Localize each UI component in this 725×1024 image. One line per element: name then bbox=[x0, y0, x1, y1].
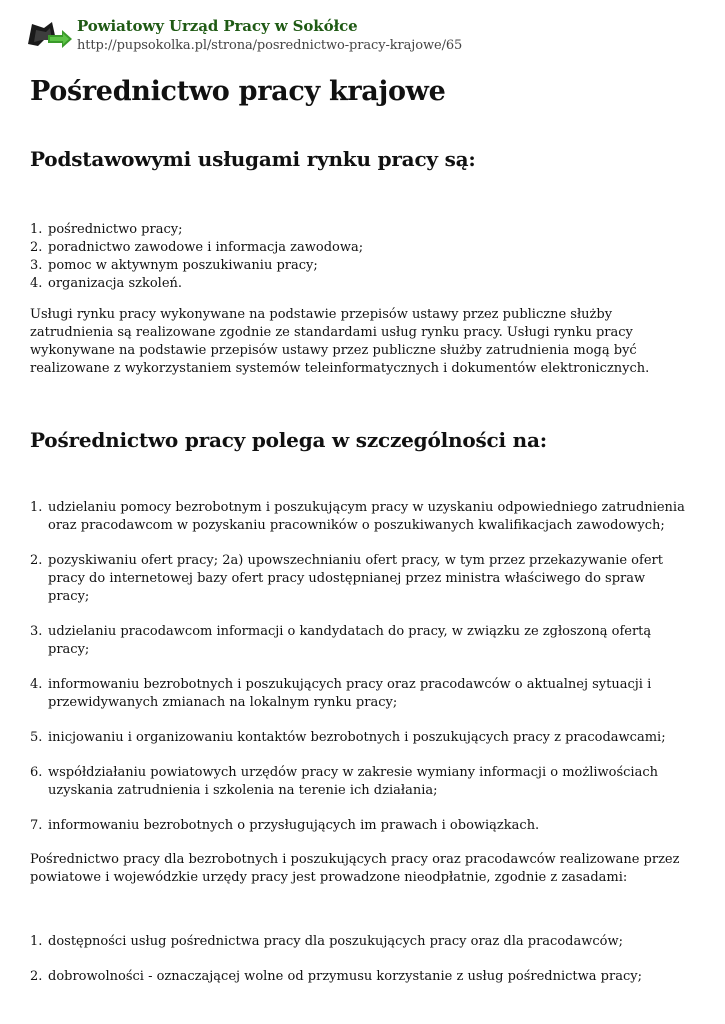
list-item-text: współdziałaniu powiatowych urzędów pracy w zakresie wymiany informacji o możliwościach uzyskania zatrudnienia i szkolenia na terenie ich działania; bbox=[48, 765, 658, 798]
list-item-text: dostępności usług pośrednictwa pracy dla poszukujących pracy oraz dla pracodawców; bbox=[48, 934, 623, 949]
list-item-number: 2. bbox=[30, 240, 43, 255]
list-item bbox=[30, 968, 690, 986]
site-url[interactable]: http://pupsokolka.pl/strona/posrednictwo-pracy-krajowe/65 bbox=[77, 38, 463, 53]
list-item-text: pomoc w aktywnym poszukiwaniu pracy; bbox=[48, 258, 318, 273]
list-item-number: 2. bbox=[30, 969, 43, 984]
list-item-number: 3. bbox=[30, 258, 43, 273]
list-item bbox=[30, 817, 690, 835]
list-item-number: 5. bbox=[30, 730, 43, 745]
list-item-number: 2. bbox=[30, 553, 43, 568]
list-item bbox=[30, 275, 690, 293]
list-item-text: udzielaniu pracodawcom informacji o kandydatach do pracy, w związku ze zgłoszoną ofertą pracy; bbox=[48, 624, 652, 657]
list-item bbox=[30, 623, 690, 659]
services-description-paragraph: Usługi rynku pracy wykonywane na podstawie przepisów ustawy przez publiczne służby zatrudnienia są realizowane zgodnie ze standardami usług rynku pracy. Usługi rynku pracy wykonywane na podstawie przepisów ustawy przez publiczne służby zatrudnienia mogą być realizowane z wykorzystaniem systemów teleinformatycznych i dokumentów elektronicznych. bbox=[30, 307, 650, 376]
list-item-number: 6. bbox=[30, 765, 43, 780]
page-title: Pośrednictwo pracy krajowe bbox=[30, 76, 446, 107]
list-item bbox=[30, 933, 690, 951]
basic-services-list bbox=[30, 221, 690, 293]
list-item-text: informowaniu bezrobotnych i poszukujących pracy oraz pracodawców o aktualnej sytuacji i przewidywanych zmianach na lokalnym rynku pracy; bbox=[48, 677, 652, 710]
section-heading-basic-services: Podstawowymi usługami rynku pracy są: bbox=[30, 147, 476, 171]
list-item bbox=[30, 676, 690, 712]
list-item-text: organizacja szkoleń. bbox=[48, 276, 183, 291]
site-header bbox=[26, 16, 706, 56]
list-item bbox=[30, 499, 690, 535]
list-item bbox=[30, 764, 690, 800]
placement-principles-list bbox=[30, 933, 690, 1003]
list-item-text: dobrowolności - oznaczającej wolne od przymusu korzystanie z usług pośrednictwa pracy; bbox=[48, 969, 642, 984]
list-item-text: informowaniu bezrobotnych o przysługujących im prawach i obowiązkach. bbox=[48, 818, 540, 833]
list-item bbox=[30, 221, 690, 239]
list-item-text: pośrednictwo pracy; bbox=[48, 222, 183, 237]
job-placement-list bbox=[30, 499, 690, 852]
list-item-text: udzielaniu pomocy bezrobotnym i poszukującym pracy w uzyskaniu odpowiedniego zatrudnienia oraz pracodawcom w pozyskaniu pracowników o poszukiwanych kwalifikacjach zawodowych; bbox=[48, 500, 685, 533]
list-item-number: 3. bbox=[30, 624, 43, 639]
section-heading-job-placement: Pośrednictwo pracy polega w szczególności na: bbox=[30, 428, 547, 452]
list-item-number: 4. bbox=[30, 276, 43, 291]
list-item-number: 1. bbox=[30, 222, 43, 237]
list-item-number: 1. bbox=[30, 934, 43, 949]
list-item-number: 4. bbox=[30, 677, 43, 692]
site-title[interactable]: Powiatowy Urząd Pracy w Sokółce bbox=[77, 17, 358, 35]
free-placement-paragraph: Pośrednictwo pracy dla bezrobotnych i poszukujących pracy oraz pracodawców realizowane przez powiatowe i wojewódzkie urzędy pracy jest prowadzone nieodpłatnie, zgodnie z zasadami: bbox=[30, 852, 680, 885]
list-item bbox=[30, 552, 690, 606]
list-item bbox=[30, 729, 690, 747]
list-item-text: poradnictwo zawodowe i informacja zawodowa; bbox=[48, 240, 364, 255]
flag-arrow-logo-icon[interactable] bbox=[26, 18, 74, 50]
list-item bbox=[30, 239, 690, 257]
list-item-text: pozyskiwaniu ofert pracy; 2a) upowszechnianiu ofert pracy, w tym przez przekazywanie ofert pracy do internetowej bazy ofert pracy udostępnianej przez ministra właściwego do spraw pracy; bbox=[48, 553, 663, 604]
list-item bbox=[30, 257, 690, 275]
list-item-number: 7. bbox=[30, 818, 43, 833]
list-item-text: inicjowaniu i organizowaniu kontaktów bezrobotnych i poszukujących pracy z pracodawcami; bbox=[48, 730, 666, 745]
list-item-number: 1. bbox=[30, 500, 43, 515]
